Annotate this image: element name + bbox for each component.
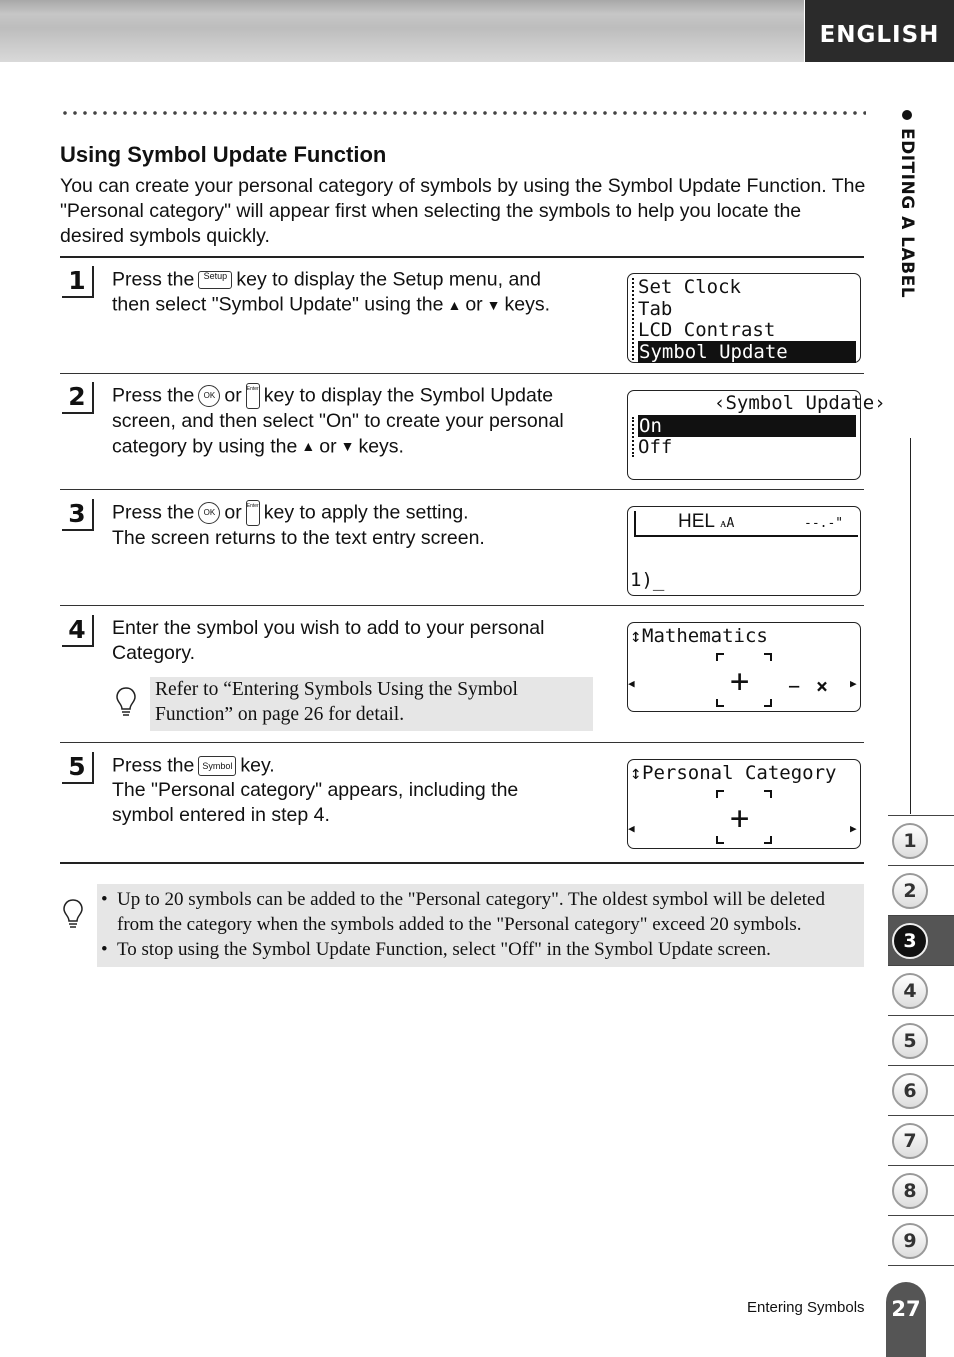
- symbol-key-icon: Symbol: [198, 756, 236, 776]
- chapter-number: 2: [892, 873, 928, 909]
- text: category by using the: [112, 435, 298, 458]
- up-arrow-icon: ▲: [301, 438, 316, 455]
- down-arrow-icon: ▼: [486, 296, 501, 313]
- text: or: [224, 501, 242, 524]
- text: keys.: [504, 293, 551, 316]
- dotted-divider: [60, 110, 866, 116]
- bullet-icon: •: [101, 889, 108, 910]
- chapter-number: 3: [892, 923, 928, 959]
- chapter-number: 6: [892, 1073, 928, 1109]
- lcd-setup-menu: [627, 273, 861, 363]
- scroll-indicator: [632, 278, 636, 360]
- text: Enter the symbol you wish to add to your personal: [112, 617, 545, 639]
- step-number: 5: [62, 752, 94, 784]
- step-divider: [60, 742, 864, 743]
- text: or: [319, 435, 337, 458]
- lcd-frame: [634, 535, 858, 537]
- chapter-number: 4: [892, 973, 928, 1009]
- ok-key-icon: OK: [198, 502, 220, 524]
- step-number: 4: [62, 615, 94, 647]
- lcd-mathematics: [627, 622, 861, 712]
- chapter-tab-2[interactable]: [888, 865, 954, 915]
- setup-key-icon: Setup: [198, 271, 232, 289]
- footer-section: Entering Symbols: [747, 1299, 865, 1316]
- chapter-tab-6[interactable]: [888, 1065, 954, 1115]
- chapter-tab-5[interactable]: [888, 1015, 954, 1065]
- down-arrow-icon: ▼: [340, 438, 355, 455]
- up-arrow-icon: ▲: [447, 296, 462, 313]
- chapter-number: 5: [892, 1023, 928, 1059]
- step-1-text: [112, 267, 612, 318]
- tip-item: [101, 937, 860, 962]
- screen-title: ‹Symbol Update›: [714, 392, 886, 414]
- ok-key-icon: OK: [198, 385, 220, 407]
- right-arrow-icon: ▶: [850, 677, 857, 690]
- step-divider: [60, 605, 864, 606]
- symbol-selected: +: [730, 799, 750, 837]
- updown-icon: ↕: [630, 625, 642, 647]
- section-intro: You can create your personal category of symbols by using the Symbol Update Function. The "Personal category" will appear first when selecting the symbols to help you locate the desired symbols quickly.: [60, 175, 866, 247]
- lightbulb-icon: [62, 898, 84, 932]
- chapter-tab-1[interactable]: [888, 815, 954, 865]
- tips-box: [97, 884, 864, 967]
- lightbulb-icon: [115, 686, 137, 720]
- step-5-text: [112, 753, 612, 828]
- step-number: 2: [62, 382, 94, 414]
- text: Category.: [112, 642, 196, 664]
- text: Press the: [112, 501, 195, 524]
- text: key to display the Symbol Update: [263, 384, 554, 407]
- font-indicator: HEL: [678, 511, 715, 532]
- left-arrow-icon: ◀: [628, 677, 635, 690]
- language-tab: ENGLISH: [805, 0, 954, 62]
- step-divider: [60, 373, 864, 374]
- symbol-selected: +: [730, 662, 750, 700]
- chapter-tab-3[interactable]: [888, 915, 954, 965]
- updown-icon: ↕: [630, 762, 642, 784]
- chapter-tab-8[interactable]: [888, 1165, 954, 1215]
- option-off: Off: [638, 436, 673, 458]
- lcd-text-entry: [627, 506, 861, 596]
- step-2-text: [112, 383, 612, 459]
- side-section-title: [893, 110, 917, 298]
- step-number: 3: [62, 499, 94, 531]
- table-top-rule: [60, 256, 864, 258]
- chapter-tab-9[interactable]: [888, 1215, 954, 1266]
- step-4-text: [112, 616, 612, 666]
- tip-text: Up to 20 symbols can be added to the "Personal category". The oldest symbol will be deleted from the category when the symbols added to the "Personal category" exceed 20 symbols.: [117, 889, 825, 935]
- menu-item-selected: Symbol Update: [638, 341, 856, 363]
- note-box: Refer to “Entering Symbols Using the Symbol Function” on page 26 for detail.: [150, 677, 593, 731]
- text: or: [224, 384, 242, 407]
- table-bottom-rule: [60, 862, 864, 864]
- scroll-indicator: [632, 417, 636, 457]
- tip-text: To stop using the Symbol Update Function, select "Off" in the Symbol Update screen.: [117, 939, 771, 960]
- step-number: 1: [62, 266, 94, 298]
- chapter-number: 8: [892, 1173, 928, 1209]
- text: keys.: [358, 435, 404, 458]
- text: screen, and then select "On" to create your personal: [112, 410, 564, 432]
- header-band: [0, 0, 804, 62]
- text-entry-line: 1)_: [630, 569, 665, 591]
- text: key.: [240, 754, 275, 777]
- text: Press the: [112, 754, 195, 777]
- side-divider: [910, 438, 911, 814]
- text: then select "Symbol Update" using the: [112, 293, 444, 316]
- text: or: [465, 293, 483, 316]
- step-3-text: [112, 500, 612, 551]
- text: key to display the Setup menu, and: [236, 268, 541, 291]
- step-divider: [60, 489, 864, 490]
- text: symbol entered in step 4.: [112, 804, 330, 827]
- chapter-tab-7[interactable]: [888, 1115, 954, 1165]
- category-title: Personal Category: [642, 762, 837, 784]
- chapter-tab-4[interactable]: [888, 965, 954, 1015]
- tip-item: [101, 887, 860, 937]
- status-indicator: --.-": [804, 516, 844, 531]
- enter-key-icon: Enter: [246, 383, 260, 409]
- section-title: Using Symbol Update Function: [60, 142, 387, 167]
- menu-item: Set Clock: [638, 276, 741, 298]
- right-arrow-icon: ▶: [850, 822, 857, 835]
- text: key to apply the setting.: [263, 501, 469, 524]
- lcd-symbol-update: [627, 390, 886, 480]
- lcd-frame: [634, 511, 636, 537]
- text: The "Personal category" appears, including the: [112, 779, 519, 802]
- chapter-number: 1: [892, 823, 928, 859]
- chapter-number: 9: [892, 1223, 928, 1259]
- bullet-icon: [902, 110, 912, 120]
- chapter-index: [888, 815, 954, 1266]
- size-indicator: ᴀA: [720, 516, 735, 531]
- menu-item: LCD Contrast: [638, 319, 776, 341]
- left-arrow-icon: ◀: [628, 822, 635, 835]
- chapter-number: 7: [892, 1123, 928, 1159]
- text: Press the: [112, 384, 195, 407]
- side-title-text: EDITING A LABEL: [897, 128, 917, 299]
- text: The screen returns to the text entry screen.: [112, 527, 485, 549]
- enter-key-icon: Enter: [246, 500, 260, 526]
- page-number: 27: [886, 1282, 926, 1357]
- lcd-personal-category: [627, 759, 861, 849]
- symbol: ×: [816, 674, 829, 698]
- menu-item: Tab: [638, 298, 673, 320]
- bullet-icon: •: [101, 939, 108, 960]
- text: Press the: [112, 268, 195, 291]
- option-on-selected: On: [638, 415, 856, 437]
- symbol: −: [788, 674, 801, 698]
- category-title: Mathematics: [642, 625, 768, 647]
